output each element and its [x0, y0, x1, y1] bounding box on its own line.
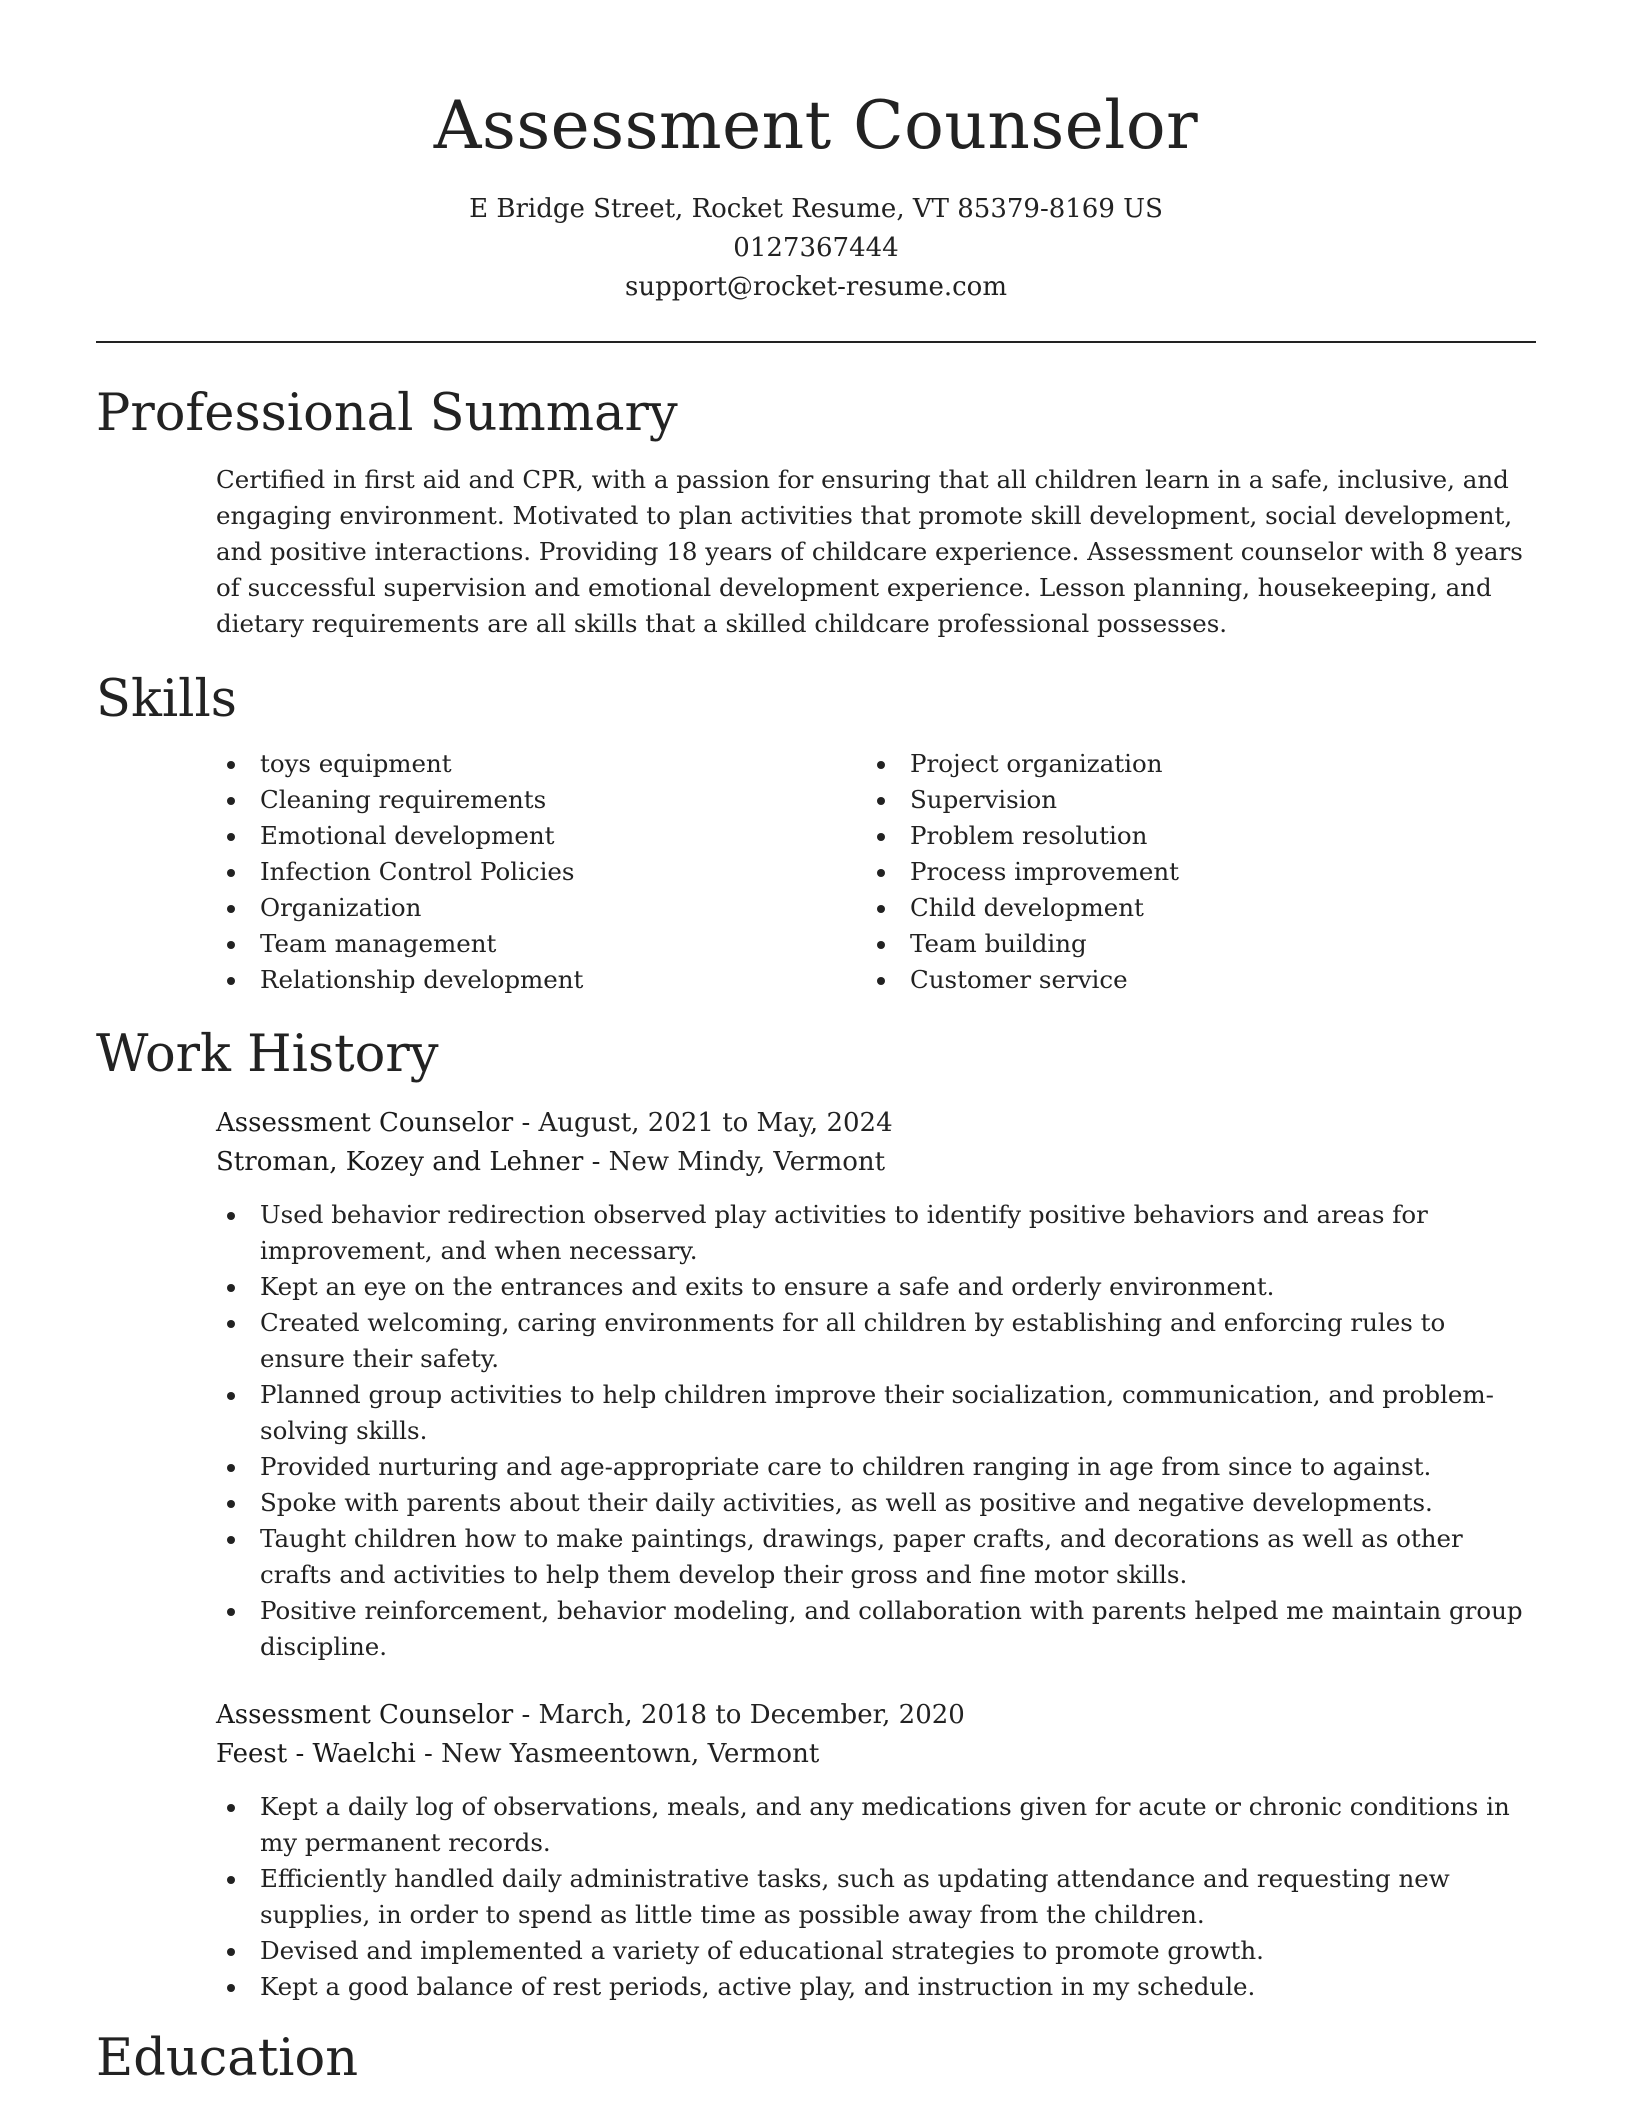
skill-item: toys equipment [216, 746, 836, 782]
job-duties [96, 1197, 1536, 1665]
contact-phone: 0127367444 [733, 233, 899, 263]
job-entry [216, 1696, 1536, 2005]
skill-item: Process improvement [866, 854, 1486, 890]
skill-item: Team building [866, 926, 1486, 962]
job-company: Feest - Waelchi [216, 1739, 416, 1769]
skill-item: Supervision [866, 782, 1486, 818]
job-location: New Yasmeentown, Vermont [441, 1739, 820, 1769]
job-role: Assessment Counselor [216, 1700, 514, 1730]
duty-item: Kept a good balance of rest periods, active play, and instruction in my schedule. [216, 1969, 1536, 2005]
skills-column-right [866, 746, 1486, 998]
skill-item: Problem resolution [866, 818, 1486, 854]
skills-column-left [216, 746, 836, 998]
duty-item: Devised and implemented a variety of educational strategies to promote growth. [216, 1933, 1536, 1969]
contact-email: support@rocket-resume.com [624, 272, 1007, 302]
duty-item: Used behavior redirection observed play activities to identify positive behaviors and areas for improvement, and when necessary. [216, 1197, 1536, 1269]
education-heading: Education [96, 2029, 359, 2088]
skill-item: Cleaning requirements [216, 782, 836, 818]
job-company: Stroman, Kozey and Lehner [216, 1147, 584, 1177]
candidate-name: Assessment Counselor [433, 87, 1199, 164]
job-role: Assessment Counselor [216, 1108, 514, 1138]
job-duties [96, 1789, 1536, 2005]
job-location: New Mindy, Vermont [608, 1147, 886, 1177]
duty-item: Spoke with parents about their daily activities, as well as positive and negative developments. [216, 1485, 1536, 1521]
work-history-heading: Work History [96, 1025, 439, 1084]
skill-item: Child development [866, 890, 1486, 926]
skill-item: Customer service [866, 962, 1486, 998]
duty-item: Kept an eye on the entrances and exits to ensure a safe and orderly environment. [216, 1269, 1536, 1305]
skill-item: Project organization [866, 746, 1486, 782]
job-title-line: Assessment Counselor - August, 2021 to May, 2024 [216, 1108, 893, 1138]
skill-item: Organization [216, 890, 836, 926]
job-title-line: Assessment Counselor - March, 2018 to December, 2020 [216, 1700, 965, 1730]
job-dates: March, 2018 to December, 2020 [538, 1700, 965, 1730]
duty-item: Positive reinforcement, behavior modeling, and collaboration with parents helped me maintain group discipline. [216, 1593, 1536, 1665]
contact-block [96, 190, 1536, 307]
job-dates: August, 2021 to May, 2024 [538, 1108, 893, 1138]
duty-item: Planned group activities to help children improve their socialization, communication, and problem-solving skills. [216, 1377, 1536, 1449]
duty-item: Provided nurturing and age-appropriate care to children ranging in age from since to against. [216, 1449, 1536, 1485]
skill-item: Infection Control Policies [216, 854, 836, 890]
duty-item: Efficiently handled daily administrative tasks, such as updating attendance and requesting new supplies, in order to spend as little time as possible away from the children. [216, 1861, 1536, 1933]
duty-item: Kept a daily log of observations, meals, and any medications given for acute or chronic conditions in my permanent records. [216, 1789, 1536, 1861]
skill-item: Relationship development [216, 962, 836, 998]
summary-text: Certified in first aid and CPR, with a passion for ensuring that all children learn in a safe, inclusive, and engaging environment. Motivated to plan activities that promote skill development, social development, and positive interactions. Providing 18 years of childcare experience. Assessment counselor with 8 years of successful supervision and emotional development experience. Lesson planning, housekeeping, and dietary requirements are all skills that a skilled childcare professional possesses. [216, 465, 1523, 638]
skill-item: Team management [216, 926, 836, 962]
header-divider [96, 341, 1536, 343]
job-entry [216, 1104, 1536, 1665]
contact-address: E Bridge Street, Rocket Resume, VT 85379-8169 US [469, 194, 1163, 224]
job-company-line: Feest - Waelchi - New Yasmeentown, Vermont [216, 1739, 820, 1769]
job-company-line: Stroman, Kozey and Lehner - New Mindy, Vermont [216, 1147, 886, 1177]
skill-item: Emotional development [216, 818, 836, 854]
duty-item: Created welcoming, caring environments for all children by establishing and enforcing rules to ensure their safety. [216, 1305, 1536, 1377]
skills-heading: Skills [96, 670, 237, 729]
summary-heading: Professional Summary [96, 384, 678, 443]
duty-item: Taught children how to make paintings, drawings, paper crafts, and decorations as well as other crafts and activities to help them develop their gross and fine motor skills. [216, 1521, 1536, 1593]
